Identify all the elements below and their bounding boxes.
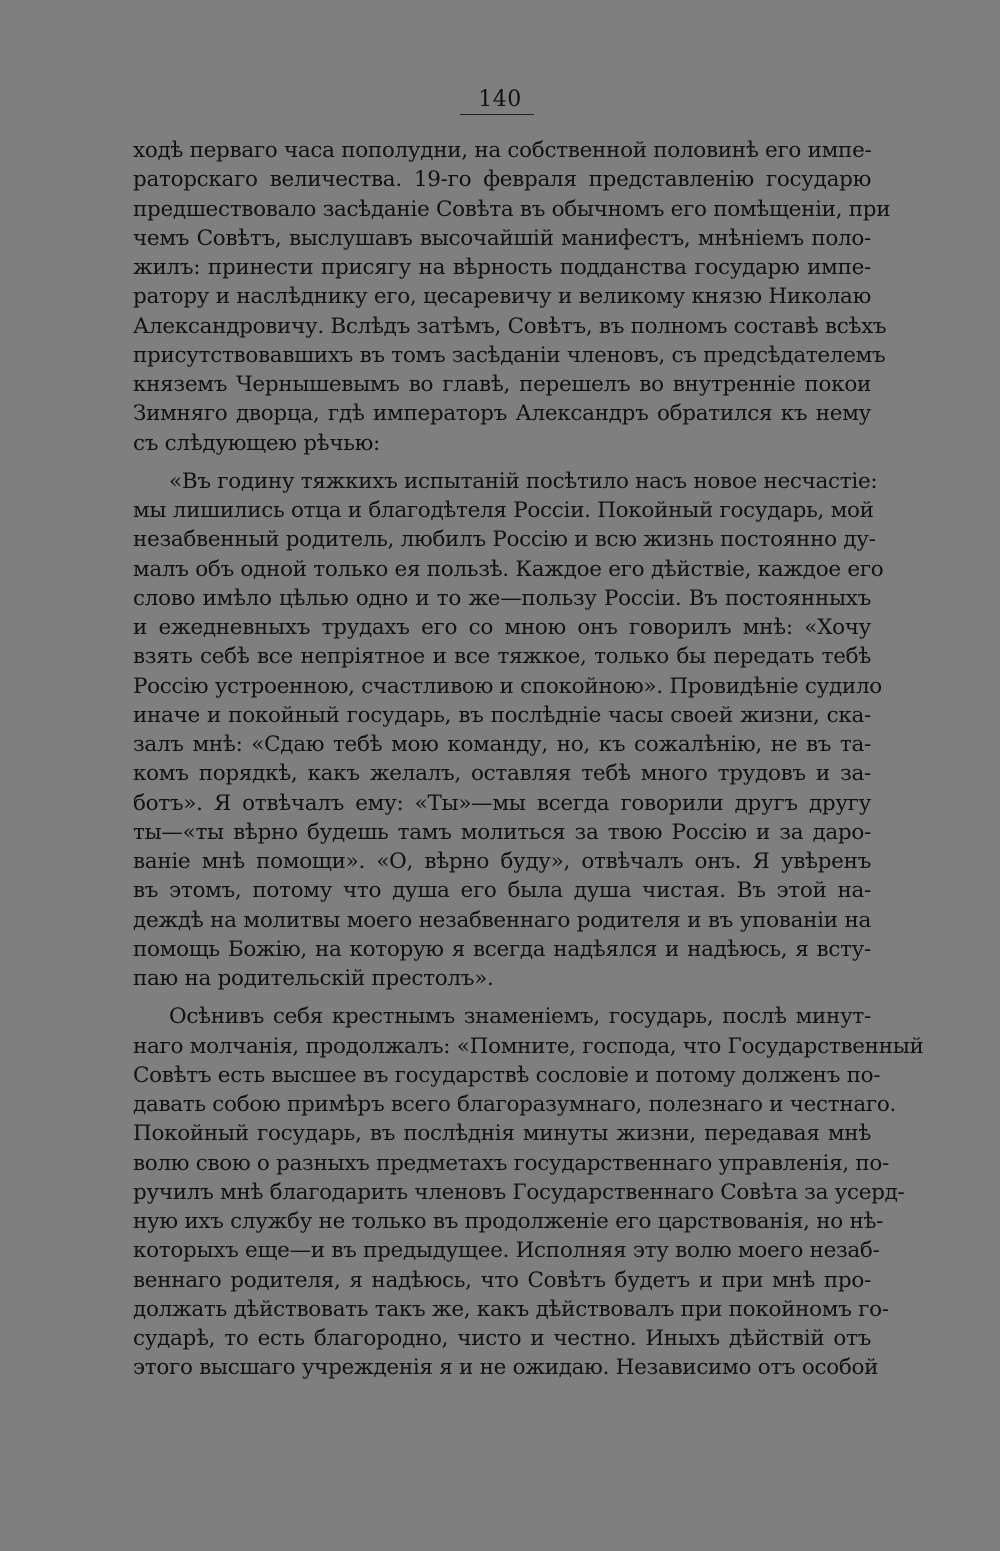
text-line: раторскаго величества. 19-го февраля представленію государю [133, 167, 871, 193]
text-line: съ слѣдующею рѣчью: [133, 430, 380, 456]
text-line: слово имѣло цѣлью одно и то же—пользу Россіи. Въ постоянныхъ [133, 585, 871, 611]
text-line: ную ихъ службу не только въ продолженіе его царствованія, но нѣ- [133, 1209, 884, 1234]
text-line: присутствовавшихъ въ томъ засѣданіи членовъ, съ предсѣдателемъ [133, 342, 886, 368]
text-line: ваніе мнѣ помощи». «О, вѣрно буду», отвѣчалъ онъ. Я увѣренъ [133, 849, 871, 874]
text-line: ходѣ перваго часа пополудни, на собственной половинѣ его импе- [133, 138, 872, 163]
text-line: мы лишились отца и благодѣтеля Россіи. Покойный государь, мой [133, 498, 874, 523]
text-line: залъ мнѣ: «Сдаю тебѣ мою команду, но, къ сожалѣнію, не въ та- [133, 732, 871, 757]
paragraph [133, 467, 884, 994]
text-line: должать дѣйствовать такъ же, какъ дѣйствовалъ при покойномъ го- [133, 1296, 889, 1322]
text-line: ботъ». Я отвѣчалъ ему: «Ты»—мы всегда говорили другъ другу [133, 790, 871, 816]
text-line: давать собою примѣръ всего благоразумнаго, полезнаго и честнаго. [133, 1092, 897, 1117]
page-number-rule [460, 114, 534, 115]
text-line: деждѣ на молитвы моего незабвеннаго родителя и въ упованіи на [133, 907, 871, 933]
text-line: Покойный государь, въ послѣднія минуты жизни, передавая мнѣ [133, 1121, 871, 1147]
text-line: княземъ Чернышевымъ во главѣ, перешелъ во внутренніе покои [133, 372, 871, 397]
page-number: 140 [478, 87, 522, 112]
paragraph [133, 136, 891, 458]
text-line: помощь Божію, на которую я всегда надѣялся и надѣюсь, я всту- [133, 936, 871, 962]
text-line: въ этомъ, потому что душа его была душа чистая. Въ этой на- [133, 878, 871, 904]
text-line: Совѣтъ есть высшее въ государствѣ сословіе и потому долженъ по- [133, 1062, 881, 1088]
paragraph [133, 1002, 924, 1382]
text-line: и ежедневныхъ трудахъ его со мною онъ говорилъ мнѣ: «Хочу [133, 615, 871, 640]
text-line: Россію устроенною, счастливою и спокойною». Провидѣніе судило [133, 673, 882, 699]
text-line: Зимняго дворца, гдѣ императоръ Александръ обратился къ нему [133, 401, 871, 427]
text-line: паю на родительскій престолъ». [133, 966, 494, 991]
text-line: жилъ: принести присягу на вѣрность подданства государю импе- [133, 255, 871, 280]
text-line: взять себѣ все непріятное и все тяжкое, только бы передать тебѣ [133, 644, 871, 670]
text-line: чемъ Совѣтъ, выслушавъ высочайшій манифестъ, мнѣніемъ поло- [133, 225, 871, 251]
text-line: малъ объ одной только ея пользѣ. Каждое его дѣйствіе, каждое его [133, 556, 884, 582]
text-line: ратору и наслѣднику его, цесаревичу и великому князю Николаю [133, 284, 871, 310]
text-line: сударѣ, то есть благородно, чисто и честно. Иныхъ дѣйствій отъ [133, 1326, 871, 1351]
text-line: Александровичу. Вслѣдъ затѣмъ, Совѣтъ, въ полномъ составѣ всѣхъ [133, 313, 887, 339]
text-line: иначе и покойный государь, въ послѣдніе часы своей жизни, ска- [133, 702, 871, 728]
text-line: которыхъ еще—и въ предыдущее. Исполняя эту волю моего незаб- [133, 1238, 880, 1264]
text-line: веннаго родителя, я надѣюсь, что Совѣтъ будетъ и при мнѣ про- [133, 1267, 871, 1293]
body-text [133, 136, 924, 1383]
text-line: этого высшаго учрежденія я и не ожидаю. Независимо отъ особой [133, 1355, 879, 1381]
text-line: «Въ годину тяжкихъ испытаній посѣтило насъ новое несчастіе: [169, 468, 878, 494]
text-line: ручилъ мнѣ благодарить членовъ Государственнаго Совѣта за усерд- [133, 1179, 905, 1205]
text-line: комъ порядкѣ, какъ желалъ, оставляя тебѣ много трудовъ и за- [133, 761, 871, 787]
text-line: незабвенный родитель, любилъ Россію и всю жизнь постоянно ду- [133, 527, 876, 553]
text-line: Осѣнивъ себя крестнымъ знаменіемъ, государь, послѣ минут- [169, 1004, 871, 1030]
text-line: волю свою о разныхъ предметахъ государственнаго управленія, по- [133, 1150, 890, 1176]
text-line: предшествовало засѣданіе Совѣта въ обычномъ его помѣщеніи, при [133, 196, 891, 222]
text-line: наго молчанія, продолжалъ: «Помните, господа, что Государственный [133, 1033, 924, 1059]
text-line: ты—«ты вѣрно будешь тамъ молиться за твою Россію и за даро- [133, 819, 871, 845]
